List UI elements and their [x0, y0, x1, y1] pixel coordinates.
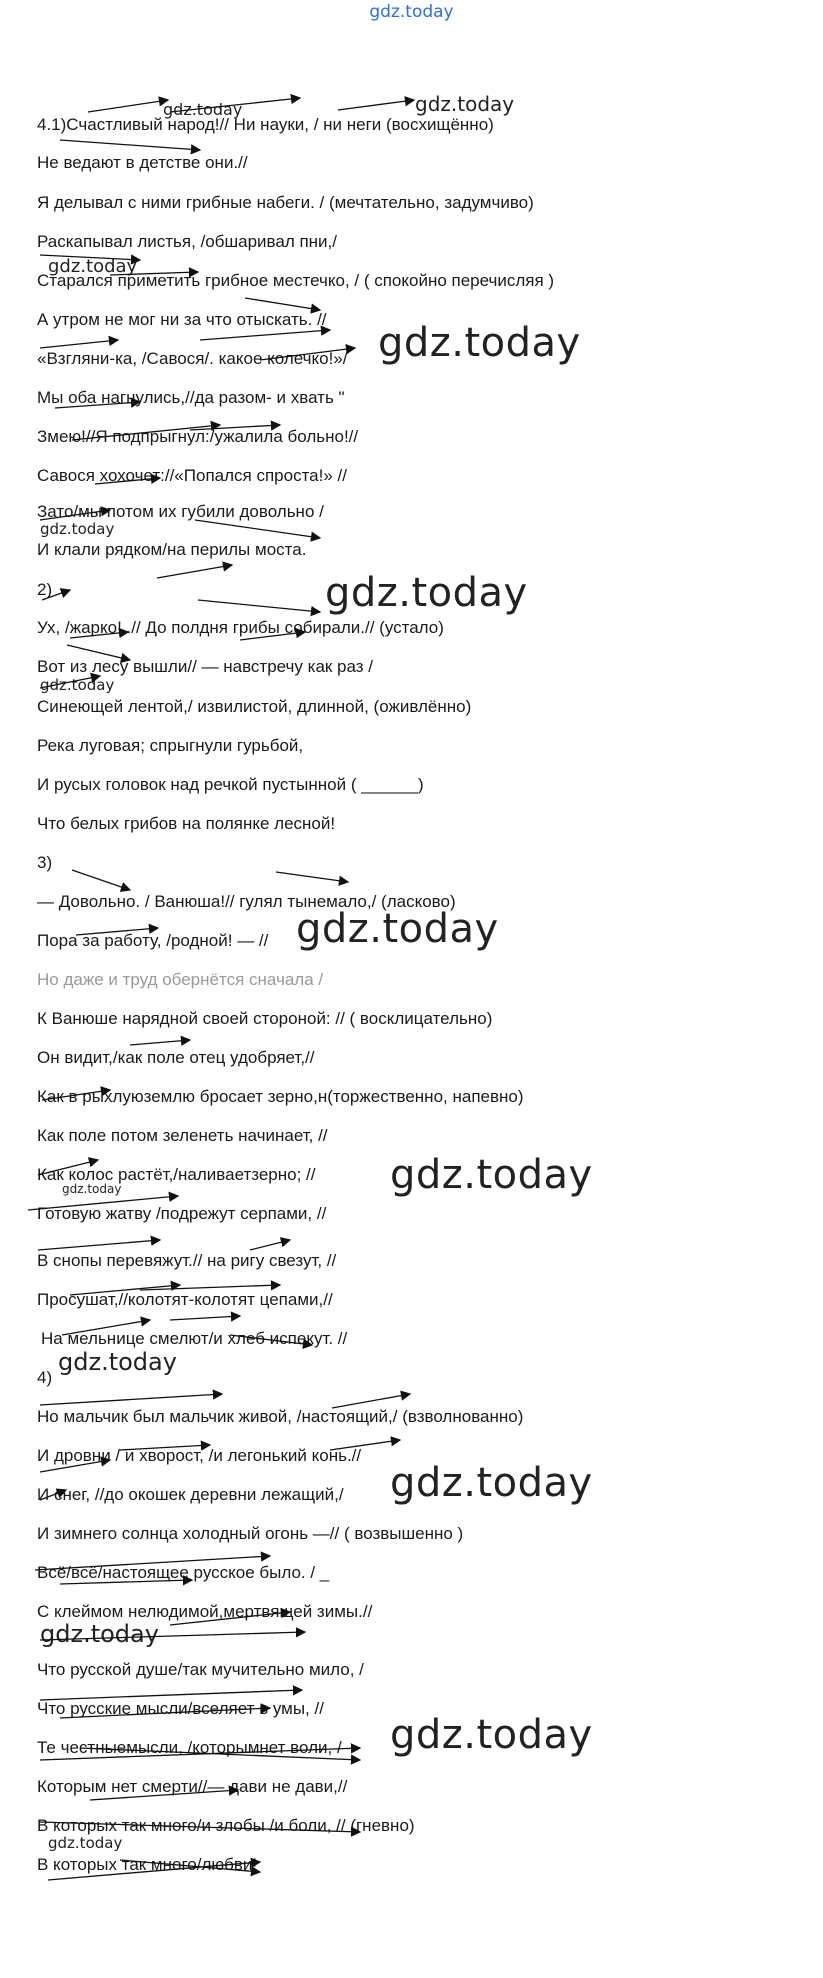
- text-line: Что русской душе/так мучительно мило, /: [37, 1660, 364, 1679]
- text-line: Река луговая; спрыгнули гурьбой,: [37, 736, 304, 755]
- arrow: [72, 870, 130, 890]
- arrow: [120, 1445, 210, 1450]
- arrow: [170, 1612, 290, 1625]
- arrow: [40, 1394, 222, 1405]
- arrow: [157, 565, 232, 578]
- arrow: [90, 1790, 238, 1800]
- watermark: gdz.today: [378, 320, 581, 366]
- watermark: gdz.today: [40, 676, 115, 694]
- arrow: [250, 1240, 290, 1250]
- arrow: [40, 255, 140, 260]
- text-line: В которых так много/и злобы /и боли, // (гневно): [37, 1816, 415, 1835]
- arrow: [120, 1860, 260, 1872]
- arrow: [60, 1580, 192, 1584]
- arrow: [330, 1440, 400, 1450]
- watermark: gdz.today: [390, 1460, 593, 1506]
- text-line: Не ведают в детстве они.//: [37, 153, 248, 172]
- text-line: — Довольно. / Ванюша!// гулял тынемало,/ (ласково): [37, 892, 456, 911]
- arrow: [95, 478, 160, 484]
- text-line: Пора за работу, /родной! — //: [37, 931, 269, 950]
- text-line: И снег, //до окошек деревни лежащий,/: [37, 1485, 344, 1504]
- text-line: Старался приметить грибное местечко, / ( спокойно перечисляя ): [37, 271, 555, 290]
- arrow: [200, 330, 330, 340]
- arrow: [140, 1285, 280, 1290]
- text-line: В которых так много/любви!: [37, 1855, 258, 1874]
- text-line: Вот из лесу вышли// — навстречу как раз /: [37, 657, 374, 676]
- arrow: [70, 632, 128, 638]
- arrow: [76, 928, 158, 935]
- text-line: 2): [37, 580, 53, 599]
- text-line: Мы оба нагнулись,//да разом- и хвать ": [37, 388, 345, 407]
- arrow: [40, 1632, 305, 1640]
- arrow: [55, 402, 140, 408]
- watermark: gdz.today: [390, 1152, 593, 1198]
- text-line: Он видит,/как поле отец удобряет,//: [37, 1048, 315, 1067]
- arrow: [195, 520, 320, 538]
- arrow: [260, 348, 355, 360]
- arrow: [35, 1556, 270, 1570]
- arrow: [130, 1040, 190, 1045]
- arrow: [60, 1708, 270, 1718]
- text-line: Те честныемысли, /которымнет воли, /: [37, 1738, 342, 1757]
- watermark: gdz.today: [325, 570, 528, 616]
- arrow: [230, 1335, 312, 1345]
- text-line: «Взгляни-ка, /Савося/. какое колечко!»/: [37, 349, 348, 368]
- arrow: [110, 272, 198, 275]
- text-line: К Ванюше нарядной своей стороной: // ( восклицательно): [37, 1009, 493, 1028]
- text-line: И русых головок над речкой пустынной ( ______): [37, 775, 424, 794]
- arrow: [72, 425, 220, 440]
- text-line: 4.1)Счастливый народ!// Ни науки, / ни неги (восхищённо): [37, 115, 494, 134]
- arrow: [48, 1862, 260, 1880]
- arrow: [338, 100, 414, 110]
- text-line: Готовую жатву /подрежут серпами, //: [37, 1204, 327, 1223]
- text-line: Что русские мысли/вселяет в умы, //: [37, 1699, 324, 1718]
- text-line: Савося хохочет://«Попался спроста!» //: [37, 466, 347, 485]
- watermark: gdz.today: [296, 906, 499, 952]
- arrow: [42, 590, 70, 600]
- arrow: [190, 425, 280, 430]
- watermark: gdz.today: [415, 92, 515, 116]
- text-line: Змею!//Я подпрыгнул:/ужалила больно!//: [37, 427, 359, 446]
- watermark: gdz.today: [40, 520, 115, 538]
- text-line: Просушат,//колотят-колотят цепами,//: [37, 1290, 333, 1309]
- arrow: [40, 1460, 110, 1472]
- text-line: И дровни / и хворост, /и легонький конь.//: [37, 1446, 362, 1465]
- text-line: Я делывал с ними грибные набеги. / (мечтательно, задумчиво): [37, 193, 534, 212]
- text-line: 4): [37, 1368, 53, 1387]
- text-line: Как поле потом зеленеть начинает, //: [37, 1126, 328, 1145]
- watermark: gdz.today: [48, 256, 138, 277]
- text-line: И клали рядком/на перилы моста.: [37, 540, 307, 559]
- text-line: Но мальчик был мальчик живой, /настоящий,/ (взволнованно): [37, 1407, 524, 1426]
- site-header-link[interactable]: gdz.today: [369, 2, 454, 22]
- arrow: [240, 632, 305, 640]
- arrow: [38, 1240, 160, 1250]
- watermark: gdz.today: [163, 100, 243, 119]
- arrow: [28, 1196, 178, 1210]
- text-line: Синеющей лентой,/ извилистой, длинной, (оживлённо): [37, 697, 472, 716]
- watermark: gdz.today: [58, 1348, 177, 1376]
- arrow: [198, 600, 320, 612]
- arrow: [332, 1394, 410, 1408]
- arrow: [67, 645, 130, 660]
- arrow: [170, 1316, 240, 1320]
- text-line: 3): [37, 853, 53, 872]
- text-line: Зато/мы потом их губили довольно /: [37, 502, 324, 521]
- watermark: gdz.today: [62, 1182, 122, 1196]
- arrow: [276, 872, 348, 882]
- text-line: Раскапывал листья, /обшаривал пни,/: [37, 232, 337, 251]
- text-line: Ух, /жарко!..// До полдня грибы собирали.// (устало): [37, 618, 444, 637]
- arrow: [38, 1160, 98, 1175]
- text-line: Но даже и труд обернётся сначала /: [37, 970, 324, 989]
- text-line: Как в рыхлуюземлю бросает зерно,н(торжественно, напевно): [37, 1087, 524, 1106]
- arrow: [62, 1320, 150, 1335]
- text-line: И зимнего солнца холодный огонь —// ( возвышенно ): [37, 1524, 464, 1543]
- arrow: [40, 510, 110, 520]
- text-line: Что белых грибов на полянке лесной!: [37, 814, 336, 833]
- text-line: Как колос растёт,/наливаетзерно; //: [37, 1165, 316, 1184]
- arrow: [40, 1690, 302, 1700]
- arrow: [40, 340, 118, 348]
- arrow: [170, 98, 300, 112]
- text-line: А утром не мог ни за что отыскать. //: [37, 310, 327, 329]
- watermark: gdz.today: [48, 1834, 123, 1852]
- text-line: На мельнице смелют/и хлеб испекут. //: [41, 1329, 348, 1348]
- arrow: [40, 676, 100, 688]
- watermark: gdz.today: [40, 1620, 159, 1648]
- arrow: [42, 1090, 110, 1100]
- text-line: Которым нет смерти//— дави не дави,//: [37, 1777, 348, 1796]
- arrow: [60, 140, 200, 150]
- arrow: [88, 100, 168, 112]
- arrow: [40, 1822, 360, 1832]
- watermark: gdz.today: [390, 1712, 593, 1758]
- arrow: [245, 298, 320, 310]
- text-line: Всё/всё/настоящее русское было. / _: [37, 1563, 330, 1582]
- text-line: С клеймом нелюдимой,мертвящей зимы.//: [37, 1602, 373, 1621]
- arrow: [70, 1285, 180, 1295]
- arrow: [40, 1490, 66, 1500]
- text-line: В снопы перевяжут.// на ригу свезут, //: [37, 1251, 337, 1270]
